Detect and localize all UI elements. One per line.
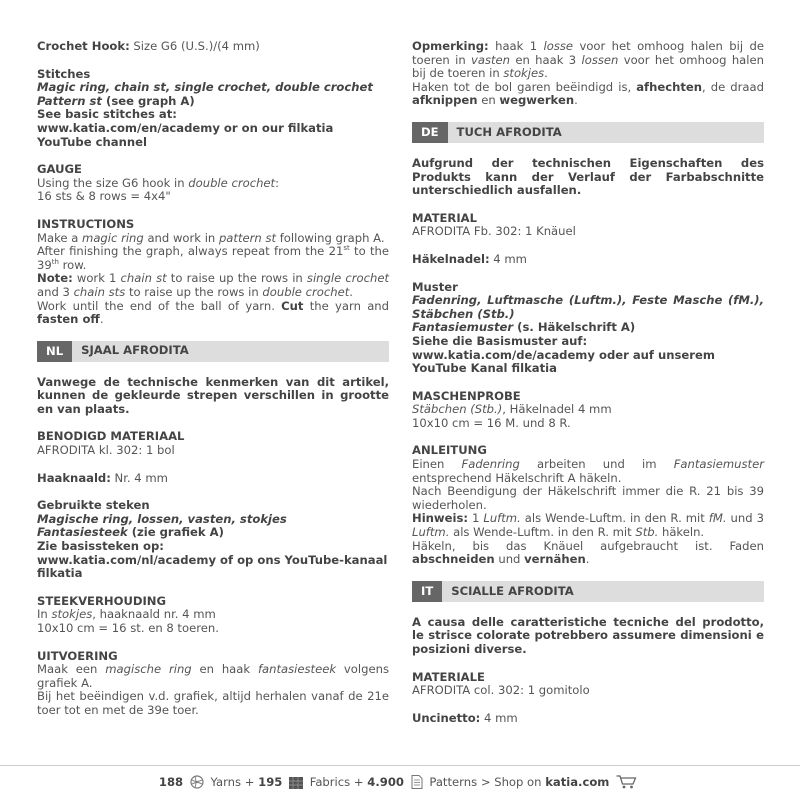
fabrics-label: Fabrics: [309, 775, 351, 789]
nl-instructions-p1: Maak een magische ring en haak fantasiesteek volgens grafiek A.: [37, 662, 389, 690]
nl-hook-label: Haaknaald:: [37, 470, 111, 485]
nl-material-value: AFRODITA kl. 302: 1 bol: [37, 443, 175, 458]
nl-pattern-ref: (zie grafiek A): [127, 525, 224, 540]
de-material-value: AFRODITA Fb. 302: 1 Knäuel: [412, 224, 576, 239]
de-hint: Hinweis: 1 Luftm. als Wende-Luftm. in den R. mit fM. und 3 Luftm. als Wende-Luftm. in den R. mit Stb. häkeln.: [412, 511, 764, 540]
instructions-section: [37, 218, 389, 327]
it-material-value: AFRODITA col. 302: 1 gomitolo: [412, 683, 590, 698]
de-gauge-section: MASCHENPROBE Stäbchen (Stb.), Häkelnadel 4 mm 10x10 cm = 16 M. und 8 R.: [412, 390, 764, 431]
nl-stitches-title: Gebruikte steken: [37, 498, 150, 513]
it-material-section: [412, 671, 764, 698]
pattern-sheet-icon: [411, 775, 423, 793]
nl-intro: Vanwege de technische kenmerken van dit artikel, kunnen de gekleurde strepen verschillen in grootte en van plaats.: [37, 374, 389, 416]
page-footer: [0, 765, 800, 789]
de-pattern-label: Fantasiemuster: [412, 320, 514, 335]
de-see-basic: Siehe die Basismuster auf:: [412, 333, 588, 348]
nl-stitches-list: Magische ring, lossen, vasten, stokjes: [37, 511, 287, 526]
de-hook-label: Häkelnadel:: [412, 251, 490, 266]
nl-hook-section: [37, 472, 389, 486]
academy-link-nl[interactable]: www.katia.com/nl/academy of op ons YouTube-kanaal filkatia: [37, 552, 388, 581]
de-hook-section: [412, 253, 764, 267]
gauge-text: Using the size G6 hook in: [37, 175, 189, 190]
nl-gauge-section: STEEKVERHOUDING In stokjes, haaknaald nr. 4 mm 10x10 cm = 16 st. en 8 toeren.: [37, 595, 389, 636]
hook-label: Crochet Hook:: [37, 39, 130, 53]
nl-pattern-label: Fantasiesteek: [37, 525, 128, 540]
nl-instructions-p2: Bij het beëindigen v.d. grafiek, altijd herhalen vanaf de 21e toer tot en met de 39e toer.: [37, 689, 389, 717]
academy-link-en[interactable]: www.katia.com/en/academy or on our filkatia YouTube channel: [37, 120, 334, 149]
footer-stats: [0, 775, 800, 793]
stitches-title: Stitches: [37, 66, 91, 81]
it-hook-section: [412, 712, 764, 726]
de-hook-value: 4 mm: [489, 251, 527, 266]
it-hook-value: 4 mm: [480, 710, 518, 725]
nl-note: Opmerking: haak 1 losse voor het omhoog halen bij de toeren in vasten en haak 3 lossen voor het omhoog halen bij de toeren in stokjes.: [412, 39, 764, 81]
shop-prefix: > Shop on: [480, 775, 542, 789]
patterns-label: Patterns: [429, 775, 478, 789]
de-intro: Aufgrund der technischen Eigenschaften des Produkts kann der Verlauf der Farbabschnitte unterschiedlich ausfallen.: [412, 155, 764, 198]
nl-stitches-section: [37, 499, 389, 581]
left-column: [37, 40, 389, 732]
it-intro: A causa delle caratteristiche tecniche del prodotto, le strisce colorate potrebbero assumere dimensioni e posizioni diverse.: [412, 614, 764, 656]
de-pattern-ref: (s. Häkelschrift A): [513, 320, 636, 335]
right-column: [412, 40, 764, 739]
it-material-title: MATERIALE: [412, 669, 485, 684]
nl-material-section: [37, 430, 389, 457]
nl-see-basic: Zie basissteken op:: [37, 539, 164, 554]
de-section-header: [412, 122, 764, 143]
stitches-list: Magic ring, chain st, single crochet, double crochet: [37, 80, 373, 95]
yarn-ball-icon: [190, 775, 204, 793]
instructions-note: Note: work 1 chain st to raise up the rows in single crochet and 3 chain sts to raise up the rows in double crochet.: [37, 271, 389, 299]
it-section-title: SCIALLE AFRODITA: [451, 583, 574, 598]
pattern-st-ref: (see graph A): [101, 93, 195, 108]
de-instructions-p2: Nach Beendigung der Häkelschrift immer die R. 21 bis 39 wiederholen.: [412, 484, 764, 512]
hook-value: Size G6 (U.S.)/(4 mm): [129, 39, 260, 53]
instructions-title: INSTRUCTIONS: [37, 216, 135, 231]
de-gauge-title: MASCHENPROBE: [412, 388, 521, 403]
yarns-count: 188: [158, 775, 184, 789]
instructions-p2: After finishing the graph, always repeat from the 21st to the 39th row.: [37, 244, 389, 272]
nl-gauge-title: STEEKVERHOUDING: [37, 593, 167, 608]
gauge-section: [37, 163, 389, 204]
see-basic-stitches: See basic stitches at:: [37, 107, 177, 122]
shop-link[interactable]: katia.com: [545, 775, 610, 789]
instructions-p3: Work until the end of the ball of yarn. Cut the yarn and fasten off.: [37, 298, 390, 327]
gauge-title: GAUGE: [37, 162, 82, 177]
de-stitches-title: Muster: [412, 279, 458, 294]
de-gauge-value: 10x10 cm = 16 M. und 8 R.: [412, 415, 571, 430]
nl-finish: Haken tot de bol garen beëindigd is, afhechten, de draad afknippen en wegwerken.: [412, 79, 764, 108]
it-hook-label: Uncinetto:: [412, 710, 481, 725]
gauge-value: 16 sts & 8 rows = 4x4": [37, 189, 171, 204]
it-language-code: IT: [412, 581, 442, 602]
gauge-colon: :: [275, 175, 280, 190]
de-section-title: TUCH AFRODITA: [456, 124, 562, 139]
fabric-icon: [289, 777, 303, 793]
nl-section-header: [37, 341, 389, 362]
gauge-stitch: double crochet: [188, 175, 276, 190]
nl-material-title: BENODIGD MATERIAAL: [37, 429, 185, 444]
nl-section-title: SJAAL AFRODITA: [81, 343, 189, 358]
nl-instructions-title: UITVOERING: [37, 648, 118, 663]
instructions-p1: Make a magic ring and work in pattern st following graph A.: [37, 230, 385, 245]
de-stitches-section: [412, 281, 764, 376]
nl-gauge-value: 10x10 cm = 16 st. en 8 toeren.: [37, 621, 219, 635]
de-material-section: [412, 212, 764, 239]
academy-link-de[interactable]: www.katia.com/de/academy oder auf unserem YouTube Kanal filkatia: [412, 347, 715, 376]
de-finish: Häkeln, bis das Knäuel aufgebraucht ist. Faden abschneiden und vernähen.: [412, 538, 764, 567]
plus-sign: +: [244, 775, 255, 789]
de-instructions-section: [412, 444, 764, 566]
shopping-cart-icon[interactable]: [616, 775, 638, 793]
de-stitches-list: Fadenring, Luftmasche (Luftm.), Feste Masche (fM.), Stäbchen (Stb.): [412, 293, 764, 321]
nl-instructions-section: [37, 650, 389, 718]
stitches-section: [37, 68, 389, 150]
de-instructions-p1: Einen Fadenring arbeiten und im Fantasiemuster entsprechend Häkelschrift A häkeln.: [412, 457, 764, 485]
de-language-code: DE: [412, 122, 448, 143]
de-material-title: MATERIAL: [412, 210, 478, 225]
fabrics-count: 195: [258, 775, 283, 789]
nl-note-section: [412, 40, 764, 108]
crochet-hook-section: [37, 40, 389, 54]
de-instructions-title: ANLEITUNG: [412, 443, 487, 458]
pattern-st-label: Pattern st: [37, 93, 102, 108]
plus-sign: +: [353, 775, 364, 789]
it-section-header: [412, 581, 764, 602]
nl-language-code: NL: [37, 341, 72, 362]
nl-hook-value: Nr. 4 mm: [110, 470, 168, 485]
yarns-label: Yarns: [210, 775, 242, 789]
patterns-count: 4.900: [367, 775, 404, 789]
